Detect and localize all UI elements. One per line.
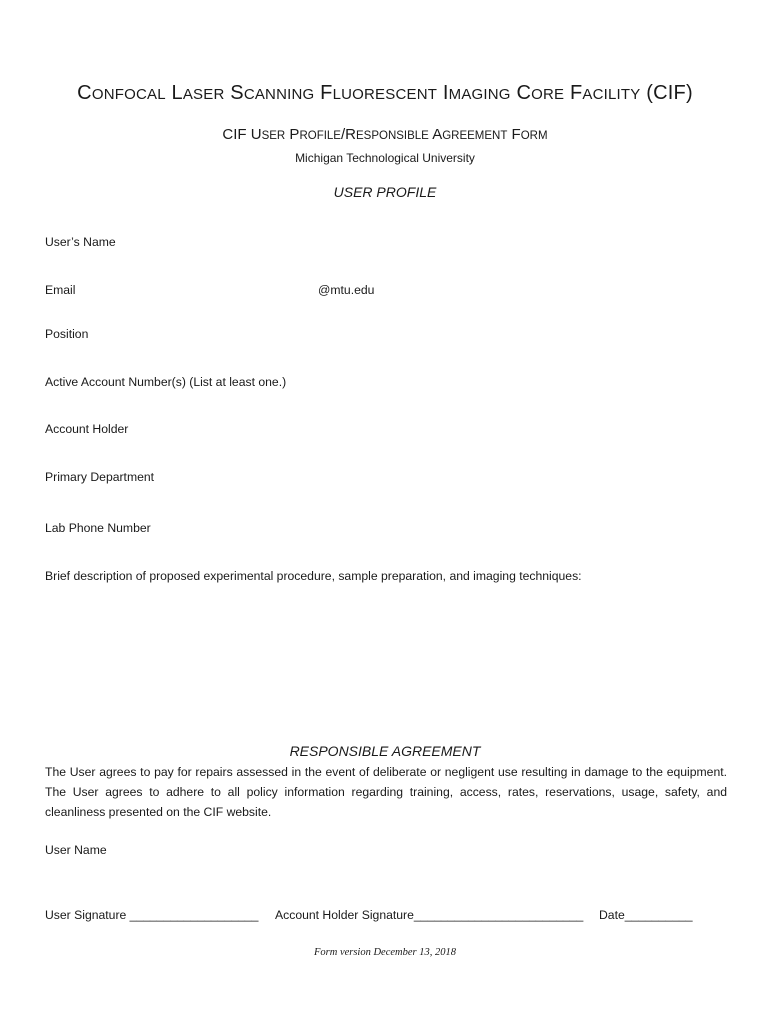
- description-label: Brief description of proposed experimental procedure, sample preparation, and imaging techniques:: [45, 569, 582, 583]
- user-profile-heading: USER PROFILE: [333, 184, 437, 200]
- agreement-text: The User agrees to pay for repairs assessed in the event of deliberate or negligent use resulting in damage to the equipment. The User agrees to adhere to all policy information regarding training, access, rates, reservations, usage, safety, and cleanliness presented on the CIF website.: [45, 765, 727, 819]
- account-numbers-label: Active Account Number(s) (List at least one.): [45, 375, 287, 389]
- users-name-label: User’s Name: [45, 235, 116, 249]
- position-label: Position: [45, 327, 89, 341]
- primary-department-label: Primary Department: [45, 470, 155, 484]
- lab-phone-label: Lab Phone Number: [45, 521, 151, 535]
- account-holder-label: Account Holder: [45, 422, 129, 436]
- university-name: Michigan Technological University: [295, 151, 475, 165]
- date-line: Date__________: [599, 908, 693, 922]
- title-suffix: (CIF): [646, 82, 693, 104]
- user-name-label: User Name: [45, 843, 107, 857]
- title-word: FACILITY: [569, 82, 641, 104]
- form-version: Form version December 13, 2018: [313, 947, 456, 958]
- responsible-agreement-heading: RESPONSIBLE AGREEMENT: [289, 743, 481, 759]
- page-title: [0, 82, 770, 105]
- title-word: FLUORESCENT: [320, 82, 438, 104]
- email-label: Email: [45, 283, 76, 297]
- title-word: LASER: [171, 82, 225, 104]
- title-word: CONFOCAL: [77, 82, 166, 104]
- user-signature-line: User Signature ___________________: [45, 908, 259, 922]
- title-word: CORE: [516, 82, 565, 104]
- form-subtitle: CIF USER PROFILE/RESPONSIBLE AGREEMENT FORM: [222, 126, 548, 143]
- email-domain-suffix: @mtu.edu: [318, 283, 375, 297]
- title-word: IMAGING: [442, 82, 511, 104]
- account-holder-signature-line: Account Holder Signature_________________________: [275, 908, 584, 922]
- title-word: SCANNING: [230, 82, 315, 104]
